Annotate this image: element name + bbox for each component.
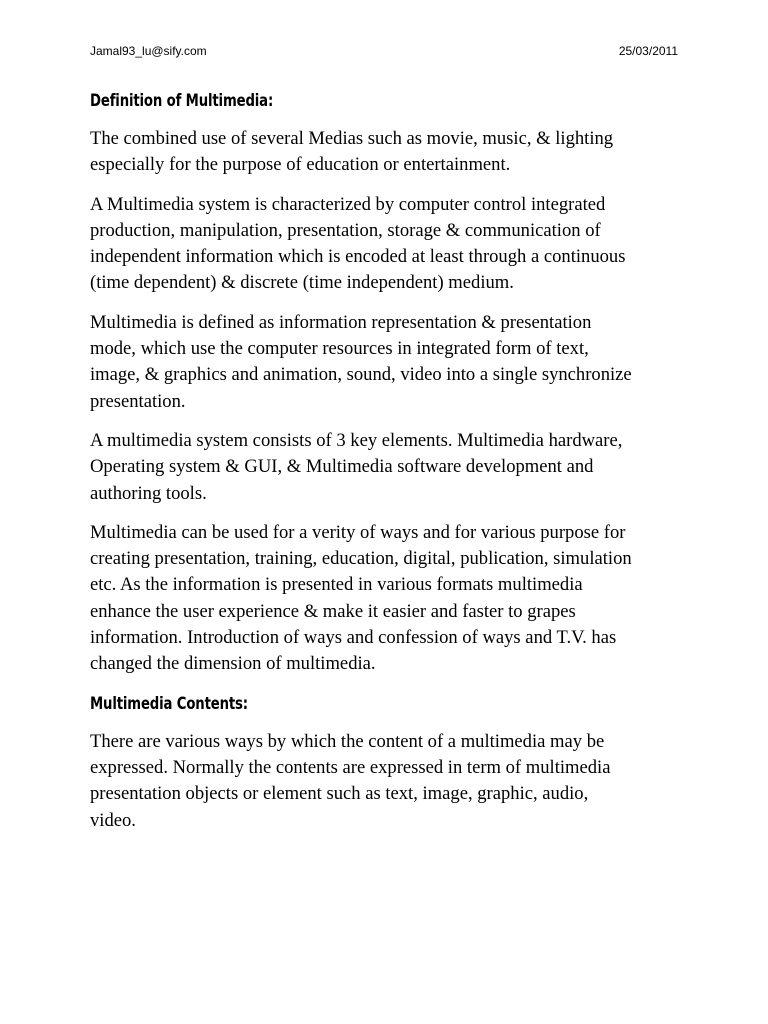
paragraph-line: image, & graphics and animation, sound, video into a single synchronize (90, 364, 632, 386)
paragraph-line: enhance the user experience & make it easier and faster to grapes (90, 600, 576, 622)
section-definition (90, 88, 690, 691)
paragraph-line: video. (90, 809, 136, 831)
document-body (90, 88, 690, 834)
header-email: Jamal93_lu@sify.com (90, 44, 207, 58)
paragraph-line: A multimedia system consists of 3 key elements. Multimedia hardware, (90, 429, 623, 451)
paragraph (90, 729, 690, 834)
paragraph-line: presentation objects or element such as text, image, graphic, audio, (90, 783, 589, 805)
paragraph (90, 428, 690, 507)
paragraph-line: presentation. (90, 390, 186, 412)
paragraph-line: creating presentation, training, education, digital, publication, simulation (90, 548, 632, 570)
section-contents (90, 691, 690, 834)
paragraph-line: There are various ways by which the content of a multimedia may be (90, 730, 605, 752)
paragraph-line: etc. As the information is presented in various formats multimedia (90, 574, 583, 596)
paragraph-line: (time dependent) & discrete (time independent) medium. (90, 272, 514, 294)
paragraph (90, 310, 690, 415)
paragraph-line: Multimedia is defined as information representation & presentation (90, 311, 592, 333)
paragraph (90, 126, 690, 179)
paragraph-line: A Multimedia system is characterized by computer control integrated (90, 193, 606, 215)
paragraph-line: changed the dimension of multimedia. (90, 653, 376, 675)
paragraph-line: The combined use of several Medias such as movie, music, & lighting (90, 128, 614, 149)
paragraph-line: independent information which is encoded at least through a continuous (90, 246, 626, 268)
section-heading: Definition of Multimedia: (90, 91, 274, 111)
page-header (90, 44, 678, 62)
paragraph (90, 520, 690, 678)
paragraph-line: Multimedia can be used for a verity of ways and for various purpose for (90, 521, 626, 543)
section-heading: Multimedia Contents: (90, 693, 248, 714)
paragraph-line: information. Introduction of ways and confession of ways and T.V. has (90, 627, 617, 649)
paragraph-line: especially for the purpose of education or entertainment. (90, 154, 511, 176)
paragraph-line: expressed. Normally the contents are expressed in term of multimedia (90, 756, 611, 778)
paragraph-line: authoring tools. (90, 482, 207, 504)
paragraph-line: production, manipulation, presentation, storage & communication of (90, 219, 601, 241)
header-date: 25/03/2011 (618, 44, 678, 58)
paragraph-line: Operating system & GUI, & Multimedia software development and (90, 456, 594, 478)
paragraph (90, 192, 690, 297)
paragraph-line: mode, which use the computer resources in integrated form of text, (90, 338, 589, 360)
